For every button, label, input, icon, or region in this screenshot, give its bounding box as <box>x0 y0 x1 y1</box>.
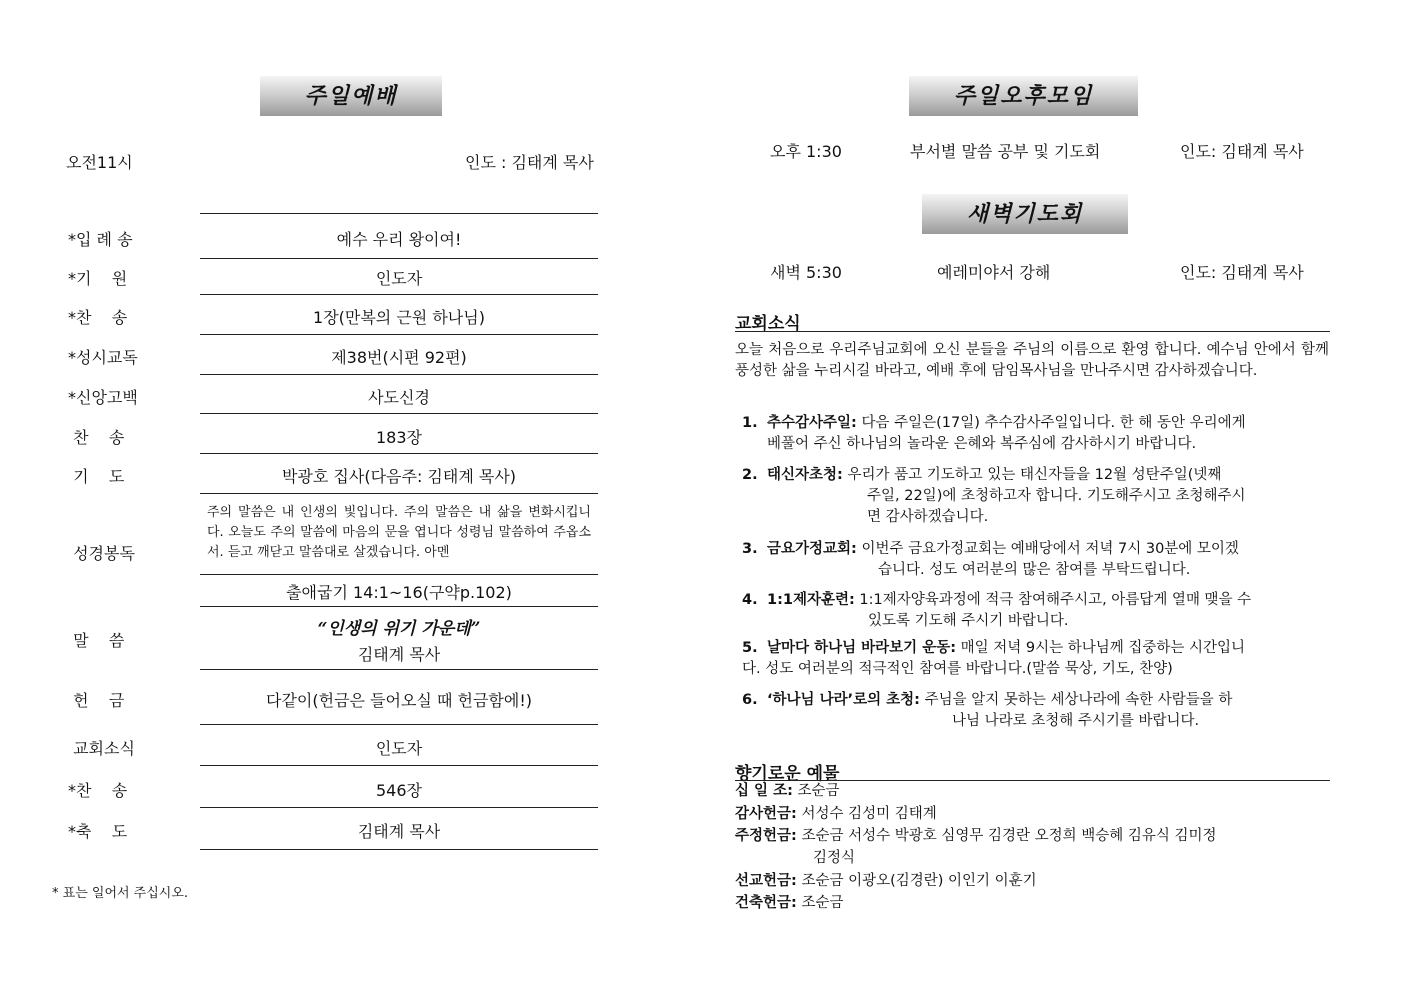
offering-row <box>735 871 1037 892</box>
order-label: *입 례 송 <box>68 230 133 249</box>
order-label: 헌 금 <box>68 691 125 710</box>
news-number: 6. <box>742 692 758 708</box>
order-rule <box>200 413 598 414</box>
news-number: 1. <box>742 415 758 431</box>
order-value: 546장 <box>376 781 422 800</box>
service-time: 오전11시 <box>66 153 133 172</box>
news-title: 교회소식 <box>735 314 801 334</box>
order-rule <box>200 493 598 494</box>
afternoon-time: 오후 1:30 <box>770 142 842 161</box>
offering-label: 감사헌금: <box>735 806 797 822</box>
order-value: 다같이(헌금은 들어오실 때 헌금함에!) <box>266 691 532 710</box>
afternoon-leader: 인도: 김태계 목사 <box>1180 142 1304 161</box>
order-label: *신앙고백 <box>68 388 138 407</box>
offering-row <box>735 781 840 802</box>
offering-names: 조순금 <box>801 895 844 911</box>
news-number: 5. <box>742 640 758 656</box>
order-rule <box>200 294 598 295</box>
news-text: 주님을 알지 못하는 세상나라에 속한 사람들을 하 <box>924 692 1233 708</box>
news-head: 금요가정교회: <box>767 541 857 557</box>
order-rule <box>200 606 598 607</box>
order-rule <box>200 574 598 575</box>
offering-label: 건축헌금: <box>735 895 797 911</box>
news-text: 우리가 품고 기도하고 있는 태신자들을 12월 성탄주일(넷째 <box>847 467 1222 483</box>
order-rule <box>200 453 598 454</box>
news-head: ‘하나님 나라’로의 초청: <box>767 692 920 708</box>
news-text: 다음 주일은(17일) 추수감사주일입니다. 한 해 동안 우리에게 <box>861 415 1246 431</box>
service-leader: 인도 : 김태계 목사 <box>465 153 594 172</box>
order-label: *찬 송 <box>68 308 128 327</box>
order-value: 183장 <box>376 428 422 447</box>
news-number: 2. <box>742 467 758 483</box>
sermon-preacher: 김태계 목사 <box>357 645 441 664</box>
order-value: 김태계 목사 <box>357 822 441 841</box>
afternoon-banner: 주일오후모임 <box>909 76 1138 116</box>
news-rule <box>735 331 1330 332</box>
news-number: 3. <box>742 541 758 557</box>
order-value: 예수 우리 왕이여! <box>336 230 462 249</box>
offering-names-cont: 김정식 <box>813 850 856 866</box>
news-text: 나님 나라로 초청해 주시기를 바랍니다. <box>952 713 1200 729</box>
order-value: 박광호 집사(다음주: 김태계 목사) <box>281 467 517 486</box>
order-rule <box>200 724 598 725</box>
dawn-time: 새벽 5:30 <box>770 263 842 282</box>
order-rule <box>200 334 598 335</box>
offering-label: 십 일 조: <box>735 783 793 799</box>
afternoon-desc: 부서별 말씀 공부 및 기도회 <box>910 142 1101 161</box>
order-rule <box>200 765 598 766</box>
order-rule <box>200 258 598 259</box>
offering-row <box>735 893 843 914</box>
footnote: * 표는 일어서 주십시오. <box>52 886 189 901</box>
news-text: 습니다. 성도 여러분의 많은 참여를 부탁드립니다. <box>878 562 1191 578</box>
order-label: *축 도 <box>68 822 128 841</box>
offering-names: 서성수 김성미 김태계 <box>801 806 937 822</box>
order-label: *찬 송 <box>68 781 128 800</box>
news-head: 날마다 하나님 바라보기 운동: <box>767 640 957 656</box>
scripture-reference: 출애굽기 14:1~16(구약p.102) <box>286 583 512 602</box>
news-text: 다. 성도 여러분의 적극적인 참여를 바랍니다.(말씀 묵상, 기도, 찬양) <box>742 661 1173 677</box>
news-text: 면 감사하겠습니다. <box>867 509 989 525</box>
offering-names: 조순금 이광오(김경란) 이인기 이훈기 <box>801 873 1037 889</box>
news-text: 주일, 22일)에 초청하고자 합니다. 기도해주시고 초청해주시 <box>867 488 1246 504</box>
welcome-text: 오늘 처음으로 우리주님교회에 오신 분들을 주님의 이름으로 환영 합니다. 예수님 안에서 함께 풍성한 삶을 누리시길 바라고, 예배 후에 담임목사님을 만나주시면 감사하겠습니다. <box>735 342 1329 379</box>
news-number: 4. <box>742 592 758 608</box>
dawn-leader: 인도: 김태계 목사 <box>1180 263 1304 282</box>
news-text: 1:1제자양육과정에 적극 참여해주시고, 아름답게 열매 맺을 수 <box>859 592 1252 608</box>
order-rule <box>200 213 598 214</box>
order-value: 인도자 <box>375 269 423 288</box>
news-text: 매일 저녁 9시는 하나님께 집중하는 시간입니 <box>960 640 1246 656</box>
order-label: 찬 송 <box>68 428 125 447</box>
order-label: 말 씀 <box>68 631 125 650</box>
order-rule <box>200 849 598 850</box>
offering-label: 주정헌금: <box>735 828 797 844</box>
order-label: 교회소식 <box>68 739 135 758</box>
order-label: *성시교독 <box>68 348 138 367</box>
order-label: *기 원 <box>68 269 128 288</box>
order-value: 사도신경 <box>368 388 430 407</box>
order-rule <box>200 374 598 375</box>
offering-title: 향기로운 예물 <box>735 764 840 784</box>
order-value: 1장(만복의 근원 하나님) <box>313 308 485 327</box>
dawn-banner: 새벽기도회 <box>922 194 1128 234</box>
dawn-desc: 예레미야서 강해 <box>937 263 1051 282</box>
order-rule <box>200 669 598 670</box>
news-head: 1:1제자훈련: <box>767 592 855 608</box>
news-text: 있도록 기도해 주시기 바랍니다. <box>868 613 1069 629</box>
order-value: 제38번(시편 92편) <box>331 348 467 367</box>
order-value: 인도자 <box>375 739 423 758</box>
offering-names: 조순금 <box>797 783 840 799</box>
order-rule <box>200 807 598 808</box>
news-head: 추수감사주일: <box>767 415 857 431</box>
worship-banner: 주일예배 <box>260 76 442 116</box>
scripture-prayer: 주의 말씀은 내 인생의 빛입니다. 주의 말씀은 내 삶을 변화시킵니다. 오늘도 주의 말씀에 마음의 문을 엽니다 성령님 말씀하여 주옵소서. 듣고 깨닫고 말씀대로 살겠습니다. 아멘 <box>207 505 591 560</box>
news-text: 베풀어 주신 하나님의 놀라운 은혜와 복주심에 감사하시기 바랍니다. <box>767 436 1197 452</box>
sermon-title: “인생의 위기 가운데” <box>317 619 481 639</box>
order-label: 성경봉독 <box>68 544 135 563</box>
news-text: 이번주 금요가정교회는 예배당에서 저녁 7시 30분에 모이겠 <box>861 541 1239 557</box>
order-label: 기 도 <box>68 467 125 486</box>
offering-row <box>735 804 937 825</box>
offering-names: 조순금 서성수 박광호 심영무 김경란 오정희 백승혜 김유식 김미정 <box>801 828 1217 844</box>
offering-row <box>735 826 1217 847</box>
news-head: 태신자초청: <box>767 467 843 483</box>
offering-label: 선교헌금: <box>735 873 797 889</box>
